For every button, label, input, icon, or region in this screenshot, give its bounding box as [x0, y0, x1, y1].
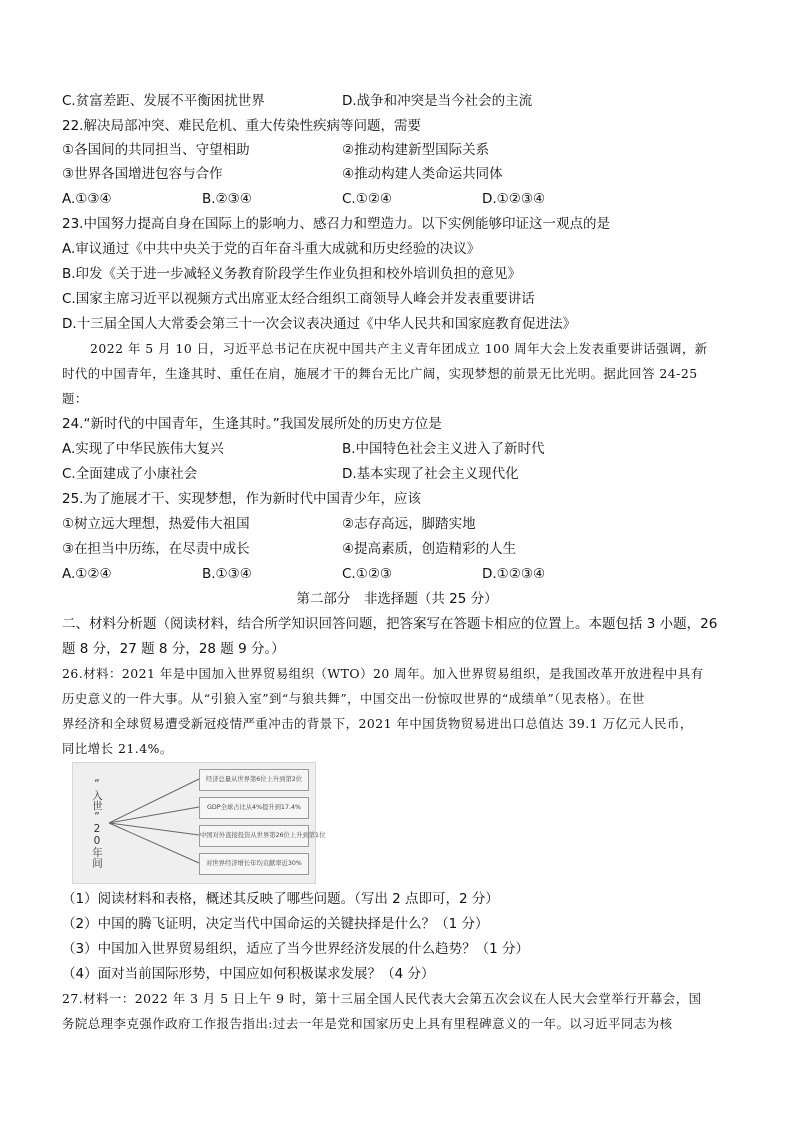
q26-sub-3: （3）中国加入世界贸易组织，适应了当今世界经济发展的什么趋势？（1 分）: [62, 941, 529, 957]
q22-item-2: ②推动构建新型国际关系: [342, 142, 490, 158]
q25-option-c: C.①②③: [342, 566, 393, 582]
q24-option-b: B.中国特色社会主义进入了新时代: [342, 441, 545, 457]
q23-option-d: D.十三届全国人大常委会第三十一次会议表决通过《中华人民共和国家庭教育促进法》: [62, 316, 577, 332]
q26-achievement-figure: [72, 762, 326, 884]
q25-item-3: ③在担当中历练，在尽责中成长: [62, 541, 250, 557]
q22-item-1: ①各国间的共同担当、守望相助: [62, 142, 250, 158]
q25-item-2: ②志存高远，脚踏实地: [342, 516, 476, 532]
q22-stem: 22.解决局部冲突、难民危机、重大传染性疾病等问题，需要: [62, 118, 421, 134]
q21-option-d: D.战争和冲突是当今社会的主流: [342, 93, 533, 109]
figure-row-1: 经济总量从世界第6位上升到第2位: [199, 769, 309, 791]
q26-sub-1: （1）阅读材料和表格，概述其反映了哪些问题。（写出 2 点即可，2 分）: [62, 891, 499, 907]
q24-option-c: C.全面建成了小康社会: [62, 466, 198, 482]
figure-row-3: 中国对外直接投资从世界第26位上升到第1位: [199, 825, 309, 847]
q26-material-line-1: 26.材料：2021 年是中国加入世界贸易组织（WTO）20 周年。加入世界贸易组织，是我国改革开放进程中具有: [62, 666, 704, 681]
q25-item-1: ①树立远大理想，热爱伟大祖国: [62, 516, 250, 532]
q26-material-line-2: 历史意义的一件大事。从“引狼入室”到“与狼共舞”，中国交出一份惊叹世界的“成绩单”（见表格）。在世: [62, 691, 645, 706]
q22-option-d: D.①②③④: [482, 191, 546, 207]
q22-option-a: A.①③④: [62, 191, 112, 207]
part2-heading: 第二部分 非选择题（共 25 分）: [296, 591, 498, 607]
q26-sub-4: （4）面对当前国际形势，中国应如何积极谋求发展？（4 分）: [62, 966, 435, 982]
q27-material-line-1: 27.材料一：2022 年 3 月 5 日上午 9 时，第十三届全国人民代表大会第五次会议在人民大会堂举行开幕会，国: [62, 991, 702, 1006]
q24-stem: 24.“新时代的中国青年，生逢其时。”我国发展所处的历史方位是: [62, 416, 442, 432]
q25-item-4: ④提高素质，创造精彩的人生: [342, 541, 517, 557]
q23-option-a: A.审议通过《中共中央关于党的百年奋斗重大成就和历史经验的决议》: [62, 241, 481, 257]
passage-line-3: 题：: [62, 391, 88, 406]
q21-option-c: C.贫富差距、发展不平衡困扰世界: [62, 93, 265, 109]
figure-row-2: GDP全球占比从4%提升到17.4%: [199, 797, 309, 819]
figure-row-4: 对世界经济增长年均贡献率近30%: [199, 853, 309, 875]
q24-option-a: A.实现了中华民族伟大复兴: [62, 441, 224, 457]
q26-material-line-3: 界经济和全球贸易遭受新冠疫情严重冲击的背景下，2021 年中国货物贸易进出口总值达 39.1 万亿元人民币，: [62, 716, 693, 731]
q23-option-b: B.印发《关于进一步减轻义务教育阶段学生作业负担和校外培训负担的意见》: [62, 266, 522, 282]
q24-option-d: D.基本实现了社会主义现代化: [342, 466, 519, 482]
q22-item-3: ③世界各国增进包容与合作: [62, 166, 223, 182]
section-instructions-line-1: 二、材料分析题（阅读材料，结合所学知识回答问题，把答案写在答题卡相应的位置上。本题包括 3 小题，26: [62, 616, 718, 632]
q23-option-c: C.国家主席习近平以视频方式出席亚太经合组织工商领导人峰会并发表重要讲话: [62, 291, 535, 307]
q22-option-c: C.①②④: [342, 191, 393, 207]
figure-side-label: “入世”20年间: [91, 778, 103, 868]
q22-option-b: B.②③④: [202, 191, 252, 207]
q25-option-d: D.①②③④: [482, 566, 546, 582]
q25-stem: 25.为了施展才干、实现梦想，作为新时代中国青少年，应该: [62, 491, 421, 507]
passage-line-2: 时代的中国青年，生逢其时、重任在肩，施展才干的舞台无比广阔，实现梦想的前景无比光明。据此回答 24-25: [62, 366, 698, 381]
section-instructions-line-2: 题 8 分，27 题 8 分，28 题 9 分。）: [62, 641, 285, 657]
passage-line-1: 2022 年 5 月 10 日，习近平总书记在庆祝中国共产主义青年团成立 100 周年大会上发表重要讲话强调，新: [90, 341, 708, 356]
q26-material-line-4: 同比增长 21.4%。: [62, 741, 173, 756]
q26-sub-2: （2）中国的腾飞证明，决定当代中国命运的关键抉择是什么？（1 分）: [62, 916, 489, 932]
q22-item-4: ④推动构建人类命运共同体: [342, 166, 503, 182]
q27-material-line-2: 务院总理李克强作政府工作报告指出:过去一年是党和国家历史上具有里程碑意义的一年。以习近平同志为核: [62, 1016, 673, 1031]
q23-stem: 23.中国努力提高自身在国际上的影响力、感召力和塑造力。以下实例能够印证这一观点的是: [62, 216, 610, 232]
q25-option-a: A.①②④: [62, 566, 112, 582]
q25-option-b: B.①③④: [202, 566, 252, 582]
